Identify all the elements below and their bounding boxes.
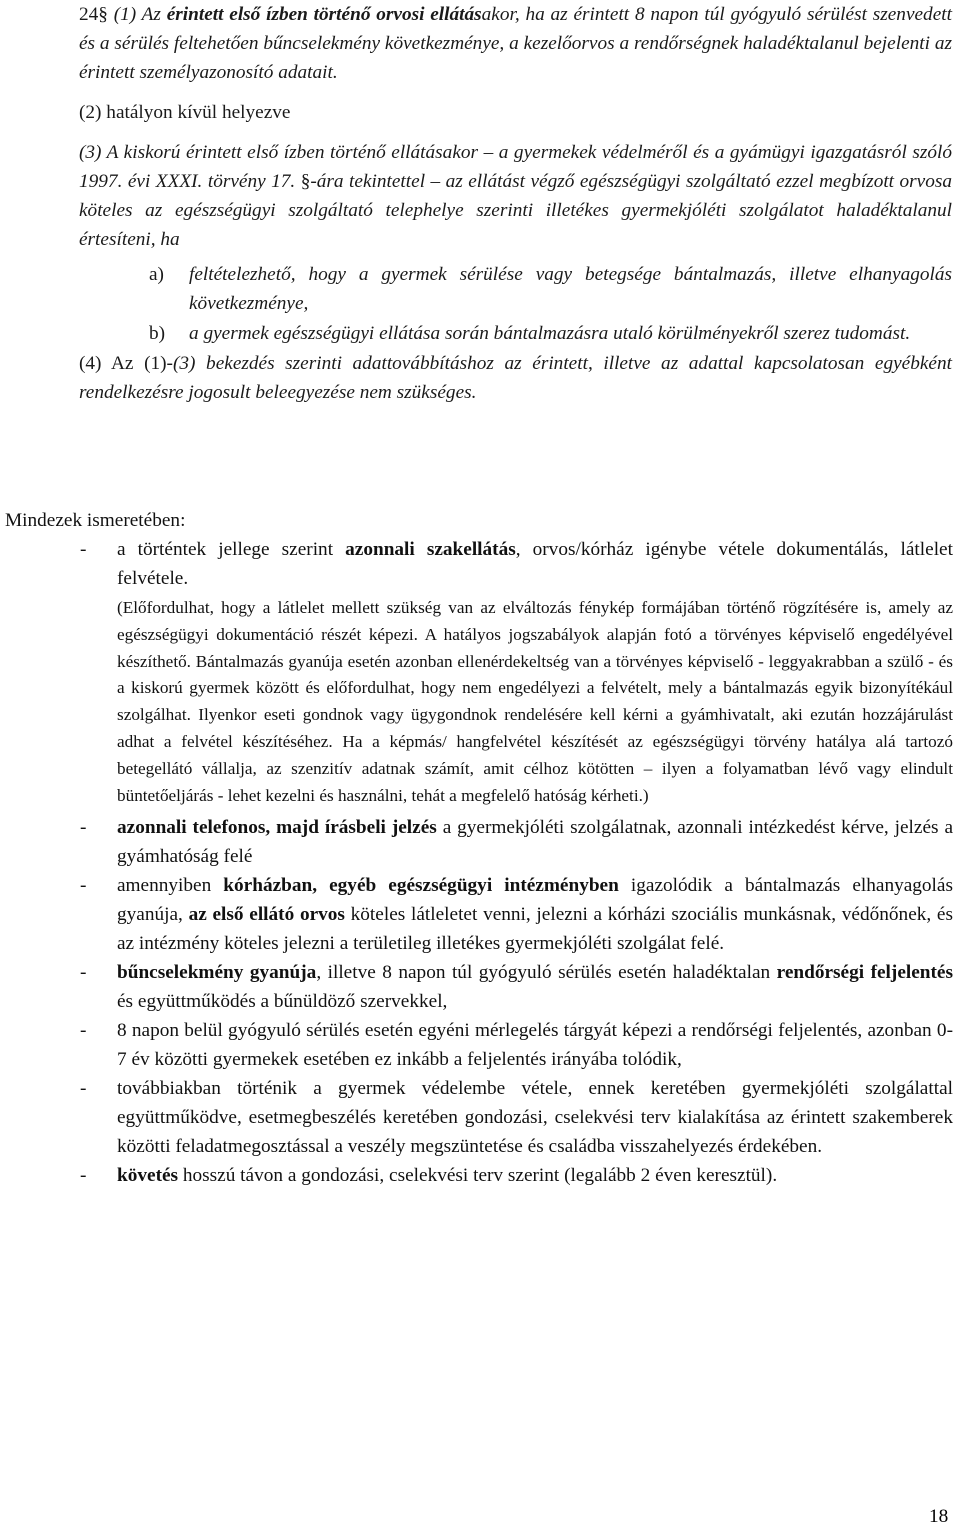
list-item — [5, 1074, 953, 1161]
item-text: 8 napon belül gyógyuló sérülés esetén egyéni mérlegelés tárgyát képezi a rendőrségi feljelentés, azonban 0-7 év közötti gyermekek esetében ez inkább a feljelentés irányába tolódik, — [117, 1020, 953, 1071]
law-excerpt — [79, 0, 952, 407]
action-list — [5, 535, 953, 1190]
list-item — [5, 535, 953, 809]
law-item — [149, 319, 952, 348]
dash-marker: - — [80, 817, 87, 839]
item-text: , illetve 8 napon túl gyógyuló sérülés esetén haladéktalan — [316, 962, 777, 984]
item-text: amennyiben — [117, 875, 224, 897]
item-text: feltételezhető, hogy a gyermek sérülése vagy betegsége bántalmazás, illetve elhanyagolás következménye, — [189, 264, 952, 314]
dash-marker: - — [80, 962, 87, 984]
law-item — [149, 260, 952, 318]
item-marker: b) — [149, 323, 166, 344]
item-emphasis: bűncselekmény gyanúja — [117, 962, 317, 984]
dash-marker: - — [80, 875, 87, 897]
paragraph-1-body: akor, ha az érintett 8 napon túl gyógyuló sérülést szenvedett és a sérülés feltehetően bűncselekmény következménye, a kezelőorvos a rendőrségnek haladéktalanul bejelenti az érintett személyazonosító adatait. — [79, 4, 952, 83]
item-text: , orvos/kórház igénybe vétele dokumentálás, látlelet felvétele. — [117, 539, 953, 589]
item-text: igazolódik a bántalmazás elhanyagolás gyanúja, — [117, 875, 953, 926]
item-emphasis: azonnali szakellátás — [345, 539, 516, 560]
section-heading: Mindezek ismeretében: — [5, 510, 186, 531]
item-text: hosszú távon a gondozási, cselekvési terv szerint (legalább 2 éven keresztül). — [178, 1165, 778, 1187]
item-text: köteles látleletet venni, jelezni a kórházi szociális munkásnak, védőnőnek, és az intézmény köteles jelezni a területileg illetékes gyermekjóléti szolgálat felé. — [117, 904, 953, 955]
law-paragraph-3 — [79, 138, 952, 254]
dash-marker: - — [80, 539, 87, 560]
paragraph-3-part-a: (3) A kiskorú érintett első ízben történő ellátásakor – a gyermekek védelméről és a gyámügyi igazgatásról szóló 1997. évi XXXI. törvény 17. — [79, 142, 952, 192]
item-text: a történtek jellege szerint — [117, 539, 346, 560]
law-paragraph-1 — [79, 0, 952, 87]
section-sign: § — [98, 4, 108, 25]
paragraph-3-part-b: -ára tekintettel – az ellátást végző egészségügyi szolgáltató ezzel megbízott orvosa köteles az egészségügyi szolgáltató telephelye szerinti illetékes gyermekjóléti szolgálatot haladéktalanul értesíteni, ha — [79, 171, 953, 250]
item-emphasis: azonnali telefonos, majd írásbeli jelzés — [117, 817, 437, 839]
section-sign: § — [300, 171, 311, 192]
paragraph-1-emphasis: érintett első ízben történő orvosi ellátás — [166, 4, 482, 25]
paragraph-4-intro: (4) Az (1)- — [79, 353, 173, 374]
main-section — [5, 506, 953, 1190]
item-text: továbbiakban történik a gyermek védelembe vétele, ennek keretében gyermekjóléti szolgálattal együttműködve, esetmegbeszélés keretében gondozási, cselekvési terv kialakítása az érintett szakemberek közötti feladatmegosztással a veszély megszüntetése és családba visszahelyezés érdekében. — [117, 1078, 953, 1158]
list-item — [5, 871, 953, 958]
item-text: a gyermekjóléti szolgálatnak, azonnali intézkedést kérve, jelzés a gyámhatóság felé — [117, 817, 953, 868]
paragraph-1-intro: (1) Az — [107, 4, 167, 25]
item-emphasis: rendőrségi feljelentés — [776, 962, 953, 984]
item-text: a gyermek egészségügyi ellátása során bántalmazásra utaló körülményekről szerez tudomást. — [189, 323, 911, 344]
law-item-list — [79, 260, 952, 348]
item-emphasis: az első ellátó orvos — [188, 904, 345, 926]
section-number: 24 — [79, 4, 99, 25]
item-note: (Előfordulhat, hogy a látlelet mellett szükség van az elváltozás fénykép formájában történő rögzítésére is, amely az egészségügyi dokumentáció részét képezi. A hatályos jogszabályok alapján fotó a törvényes képviselő engedélyével készíthető. Bántalmazás gyanúja esetén azonban ellenérdekeltség van a törvényes képviselő - leggyakrabban a szülő - és a kiskorú gyermek között és előfordulhat, hogy nem engedélyezi a felvételt, mely a bántalmazás egyik bizonyítékául szolgálhat. Ilyenkor eseti gondnok vagy ügygondnok rendelésére kell kérni a gyámhivatalt, aki ezután hozzájárulást adhat a felvétel készítéséhez. Ha a képmás/ hangfelvétel készítését az egészségügyi törvény hatálya alá tartozó betegellátó vállalja, az szenzitív adatnak számít, amit célhoz kötötten – ilyen a folyamatban lévő vagy elindult büntetőeljárás - lehet kezelni és használni, tehát a megfelelő hatóság kérheti.) — [117, 598, 953, 805]
law-paragraph-4 — [79, 349, 952, 407]
list-item — [5, 958, 953, 1016]
list-item — [5, 813, 953, 871]
paragraph-4-body: (3) bekezdés szerinti adattovábbításhoz az érintett, illetve az adattal kapcsolatosan egyébként rendelkezésre jogosult beleegyezése nem szükséges. — [79, 353, 952, 403]
item-emphasis: követés — [117, 1165, 179, 1187]
law-paragraph-2: (2) hatályon kívül helyezve — [79, 102, 291, 123]
item-marker: a) — [149, 264, 164, 285]
item-text: és együttműködés a bűnüldöző szervekkel, — [117, 991, 448, 1013]
dash-marker: - — [80, 1020, 87, 1042]
list-item — [5, 1161, 953, 1190]
dash-marker: - — [80, 1165, 87, 1187]
list-item — [5, 1016, 953, 1074]
dash-marker: - — [80, 1078, 87, 1100]
page-number: 18 — [929, 1506, 949, 1527]
item-emphasis: kórházban, egyéb egészségügyi intézményben — [223, 875, 619, 897]
